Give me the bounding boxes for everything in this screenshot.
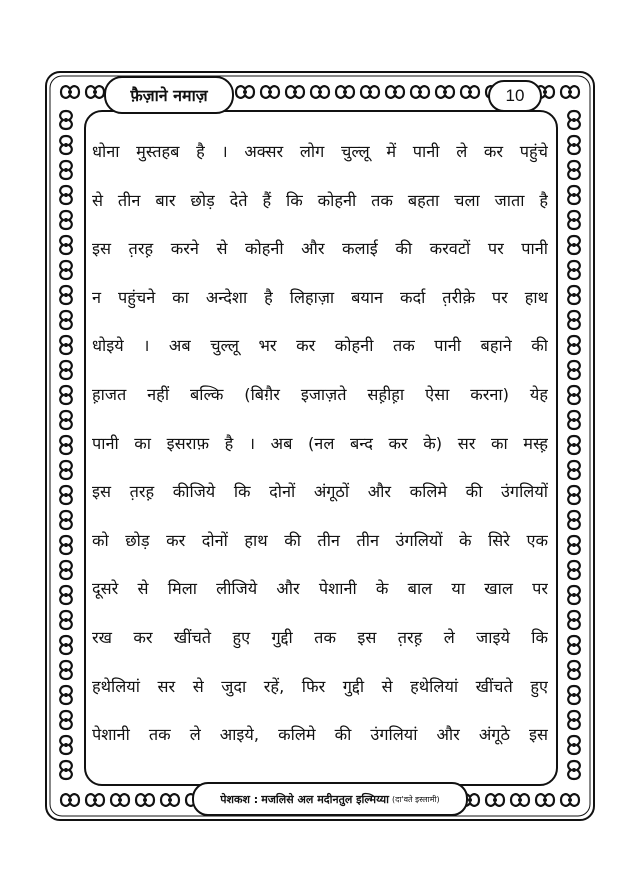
flourish-ornament: [60, 161, 72, 179]
flourish-ornament: [386, 86, 404, 98]
flourish-ornament: [60, 586, 72, 604]
text-line: पेशानी तक ले आइये, कलिमे की उंगलियां और अंगूठे इस: [92, 725, 548, 745]
flourish-ornament: [60, 336, 72, 354]
flourish-ornament: [568, 386, 580, 404]
flourish-ornament: [111, 794, 129, 806]
flourish-ornament: [568, 661, 580, 679]
flourish-ornament: [461, 86, 479, 98]
flourish-ornament: [60, 236, 72, 254]
text-line: पानी का इसराफ़ है । अब (नल बन्द कर के) सर का मस्ह़: [92, 433, 548, 453]
flourish-ornament: [568, 511, 580, 529]
flourish-ornament: [60, 136, 72, 154]
text-line: न पहुंचने का अन्देशा है लिहाज़ा बयान कर्दा त़रीक़े पर हाथ: [92, 287, 548, 307]
flourish-ornament: [286, 86, 304, 98]
flourish-ornament: [161, 794, 179, 806]
flourish-ornament: [60, 111, 72, 129]
flourish-ornament: [261, 86, 279, 98]
flourish-ornament: [486, 794, 504, 806]
flourish-ornament: [60, 486, 72, 504]
flourish-ornament: [568, 411, 580, 429]
flourish-ornament: [568, 336, 580, 354]
flourish-ornament: [568, 136, 580, 154]
flourish-ornament: [61, 86, 79, 98]
page-number: [488, 80, 542, 112]
flourish-ornament: [568, 686, 580, 704]
flourish-ornament: [568, 186, 580, 204]
flourish-ornament: [568, 761, 580, 779]
flourish-ornament: [60, 411, 72, 429]
flourish-ornament: [568, 361, 580, 379]
flourish-ornament: [61, 794, 79, 806]
publisher-footer: [192, 782, 468, 816]
flourish-ornament: [60, 511, 72, 529]
page-number-text: 10: [505, 86, 525, 105]
flourish-ornament: [568, 436, 580, 454]
flourish-ornament: [568, 311, 580, 329]
flourish-ornament: [561, 794, 579, 806]
flourish-ornament: [60, 186, 72, 204]
text-line: से तीन बार छोड़ देते हैं कि कोहनी तक बहता चला जाता है: [92, 190, 548, 210]
text-line: ह़ाजत नहीं बल्कि (बिग़ैर इजाज़ते सह़ीह़ा ऐसा करना) येह: [92, 384, 548, 404]
footer-publisher: मजलिसे अल मदीनतुल इल्मिय्या: [261, 792, 389, 806]
flourish-ornament: [60, 286, 72, 304]
book-title-text: फ़ैज़ाने नमाज़: [130, 86, 208, 105]
flourish-ornament: [536, 794, 554, 806]
flourish-ornament: [60, 686, 72, 704]
text-line: रख कर खींचते हुए गुद्दी तक इस त़रह़ ले जाइये कि: [92, 627, 548, 647]
flourish-ornament: [60, 361, 72, 379]
text-line: इस त़रह़ कीजिये कि दोनों अंगूठों और कलिमे की उंगलियों: [92, 482, 548, 502]
footer-note: (दा'वते इस्लामी): [391, 794, 440, 804]
flourish-ornament: [60, 711, 72, 729]
flourish-ornament: [568, 236, 580, 254]
flourish-ornament: [568, 586, 580, 604]
flourish-ornament: [86, 86, 104, 98]
text-line: दूसरे से मिला लीजिये और पेशानी के बाल या खाल पर: [92, 579, 548, 599]
flourish-ornament: [336, 86, 354, 98]
flourish-ornament: [60, 311, 72, 329]
flourish-ornament: [136, 794, 154, 806]
flourish-ornament: [568, 711, 580, 729]
flourish-ornament: [236, 86, 254, 98]
text-line: को छोड़ कर दोनों हाथ की तीन तीन उंगलियों के सिरे एक: [92, 530, 548, 550]
flourish-ornament: [568, 261, 580, 279]
text-line: धोना मुस्तहब है । अक्सर लोग चुल्लू में पानी ले कर पहुंचे: [92, 142, 548, 161]
book-title: [104, 76, 234, 114]
footer-label: पेशकश :: [220, 792, 259, 806]
flourish-ornament: [60, 761, 72, 779]
flourish-ornament: [60, 736, 72, 754]
flourish-ornament: [568, 611, 580, 629]
text-line: इस त़रह़ करने से कोहनी और कलाई की करवटों पर पानी: [92, 239, 548, 259]
flourish-ornament: [568, 286, 580, 304]
flourish-ornament: [311, 86, 329, 98]
flourish-ornament: [568, 636, 580, 654]
flourish-ornament: [60, 611, 72, 629]
flourish-ornament: [568, 461, 580, 479]
flourish-ornament: [568, 486, 580, 504]
flourish-ornament: [568, 211, 580, 229]
flourish-ornament: [60, 661, 72, 679]
flourish-ornament: [60, 261, 72, 279]
flourish-ornament: [561, 86, 579, 98]
flourish-ornament: [60, 561, 72, 579]
text-line: हथेलियां सर से जुदा रहें, फिर गुद्दी से हथेलियां खींचते हुए: [92, 676, 548, 696]
body-text: [92, 128, 548, 760]
flourish-ornament: [411, 86, 429, 98]
flourish-ornament: [511, 794, 529, 806]
flourish-ornament: [436, 86, 454, 98]
flourish-ornament: [60, 211, 72, 229]
flourish-ornament: [568, 736, 580, 754]
flourish-ornament: [361, 86, 379, 98]
flourish-ornament: [60, 536, 72, 554]
flourish-ornament: [568, 536, 580, 554]
flourish-ornament: [86, 794, 104, 806]
flourish-ornament: [60, 386, 72, 404]
flourish-ornament: [60, 436, 72, 454]
flourish-ornament: [60, 636, 72, 654]
flourish-ornament: [568, 111, 580, 129]
text-line: धोइये । अब चुल्लू भर कर कोहनी तक पानी बहाने की: [92, 336, 548, 356]
flourish-ornament: [60, 461, 72, 479]
flourish-ornament: [568, 161, 580, 179]
flourish-ornament: [568, 561, 580, 579]
